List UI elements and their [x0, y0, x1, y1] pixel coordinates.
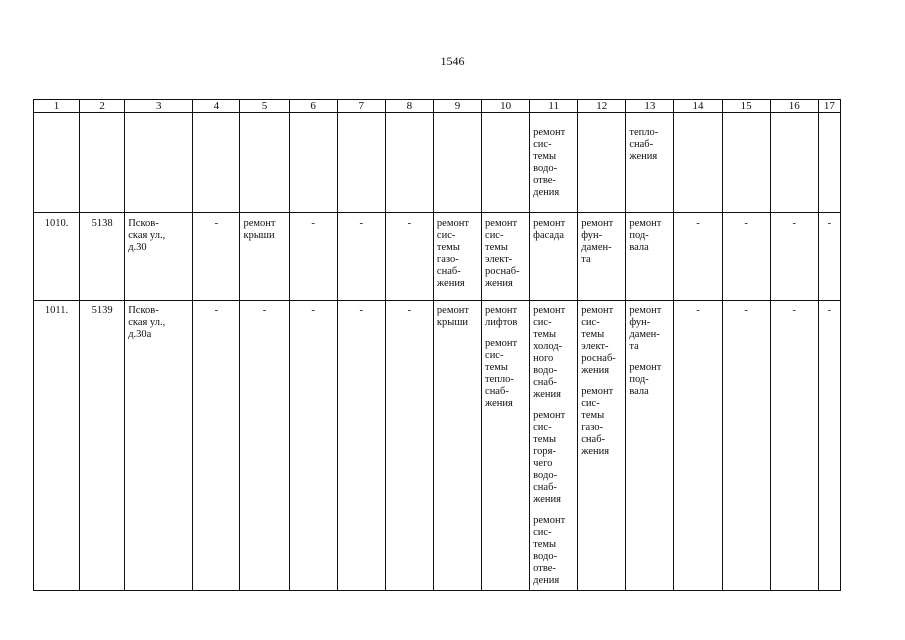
table-cell: [193, 113, 240, 213]
table-cell: [385, 113, 433, 213]
repair-program-table: [33, 99, 841, 591]
house-code: 5138: [80, 213, 125, 301]
table-cell: [578, 301, 626, 591]
work-item: ремонт сис- темы холод- ного водо- снаб- жения: [533, 305, 566, 400]
table-cell: -: [722, 213, 770, 301]
column-header: 11: [530, 100, 578, 113]
table-cell: -: [674, 213, 722, 301]
work-item: ремонт сис- темы тепло- снаб- жения: [485, 338, 518, 409]
table-cell: [482, 213, 530, 301]
column-header: 3: [125, 100, 193, 113]
table-cell: [433, 213, 481, 301]
work-item: ремонт сис- темы горя- чего водо- снаб- жения: [533, 410, 566, 505]
table-cell: -: [674, 301, 722, 591]
work-item: ремонт сис- темы водо- отве- дения: [533, 127, 566, 198]
work-item: ремонт под- вала: [629, 218, 662, 253]
work-item: ремонт фун- дамен- та: [629, 305, 662, 352]
table-cell: [818, 113, 840, 213]
column-header: 12: [578, 100, 626, 113]
table-row: [34, 113, 841, 213]
work-item: ремонт крыши: [243, 218, 276, 241]
table-cell: [482, 301, 530, 591]
table-cell: [674, 113, 722, 213]
table-cell: [578, 113, 626, 213]
table-cell: [530, 301, 578, 591]
table-cell: [626, 213, 674, 301]
column-header: 1: [34, 100, 80, 113]
column-header: 13: [626, 100, 674, 113]
work-item: ремонт сис- темы газо- снаб- жения: [436, 218, 469, 289]
table-cell: -: [289, 301, 337, 591]
page-number: 1546: [440, 54, 465, 68]
table-cell: -: [818, 301, 840, 591]
table-cell: [722, 113, 770, 213]
table-cell: [34, 113, 80, 213]
table-cell: -: [337, 301, 385, 591]
table-cell: [770, 113, 818, 213]
table-cell: [433, 301, 481, 591]
column-header: 5: [240, 100, 289, 113]
column-header: 2: [80, 100, 125, 113]
column-number-row: [34, 100, 841, 113]
work-item: ремонт сис- темы элект- роснаб- жения: [581, 305, 616, 376]
work-item: ремонт сис- темы элект- роснаб- жения: [485, 218, 520, 289]
table-cell: [240, 213, 289, 301]
table-cell: -: [818, 213, 840, 301]
table-cell: [626, 113, 674, 213]
table-cell: -: [240, 301, 289, 591]
house-code: 5139: [80, 301, 125, 591]
table-cell: -: [722, 301, 770, 591]
column-header: 9: [433, 100, 481, 113]
table-cell: [530, 113, 578, 213]
column-header: 4: [193, 100, 240, 113]
table-cell: -: [193, 213, 240, 301]
table-cell: -: [385, 213, 433, 301]
column-header: 15: [722, 100, 770, 113]
table-cell: -: [289, 213, 337, 301]
column-header: 10: [482, 100, 530, 113]
table-cell: -: [385, 301, 433, 591]
table-cell: -: [193, 301, 240, 591]
column-header: 16: [770, 100, 818, 113]
work-item: ремонт под- вала: [629, 362, 662, 397]
work-item: ремонт фун- дамен- та: [581, 218, 614, 265]
table-cell: [626, 301, 674, 591]
column-header: 17: [818, 100, 840, 113]
table-cell: -: [337, 213, 385, 301]
table-cell: [433, 113, 481, 213]
table-cell: [482, 113, 530, 213]
table-cell: -: [770, 301, 818, 591]
work-item: ремонт сис- темы водо- отве- дения: [533, 515, 566, 586]
work-item: тепло- снаб- жения: [629, 127, 659, 162]
table-cell: [240, 113, 289, 213]
table-cell: [125, 113, 193, 213]
table-cell: [337, 113, 385, 213]
column-header: 6: [289, 100, 337, 113]
column-header: 8: [385, 100, 433, 113]
table-cell: [289, 113, 337, 213]
row-number: 1010.: [34, 213, 80, 301]
table-row: [34, 301, 841, 591]
table-cell: -: [770, 213, 818, 301]
column-header: 14: [674, 100, 722, 113]
address-cell: Псков- ская ул., д.30а: [125, 301, 193, 591]
work-item: ремонт фасада: [533, 218, 566, 241]
table-cell: [80, 113, 125, 213]
address-cell: Псков- ская ул., д.30: [125, 213, 193, 301]
work-item: ремонт лифтов: [485, 305, 518, 328]
table-cell: [578, 213, 626, 301]
table-row: [34, 213, 841, 301]
column-header: 7: [337, 100, 385, 113]
table-cell: [530, 213, 578, 301]
work-item: ремонт крыши: [436, 305, 469, 328]
work-item: ремонт сис- темы газо- снаб- жения: [581, 386, 614, 457]
row-number: 1011.: [34, 301, 80, 591]
